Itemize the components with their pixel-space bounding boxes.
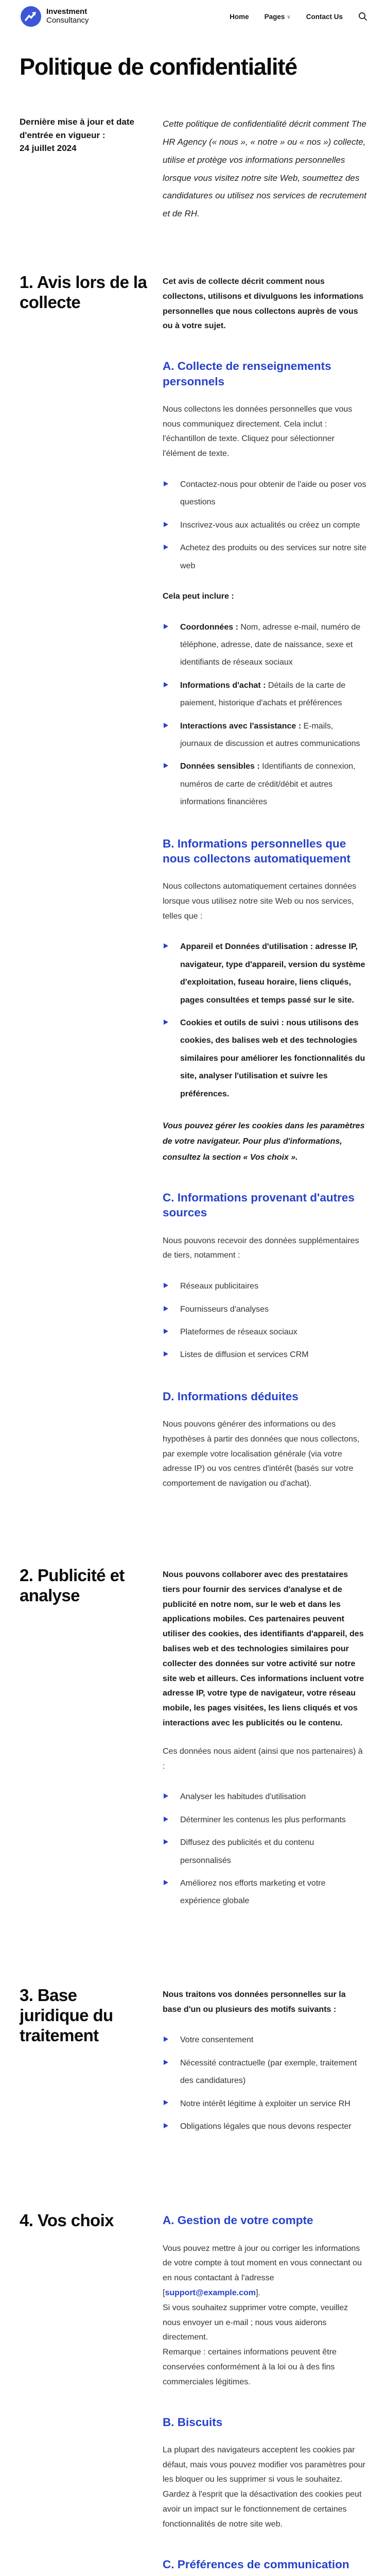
brand-bottom-text: Consultancy bbox=[46, 16, 89, 25]
bullet-item bbox=[163, 517, 366, 534]
bullet-text: Améliorez nos efforts marketing et votre expérience globale bbox=[180, 1878, 326, 1906]
section-left bbox=[20, 1986, 148, 2150]
bullet-triangle-icon bbox=[164, 943, 168, 948]
bullet-list bbox=[163, 476, 366, 575]
brand-name bbox=[46, 8, 89, 25]
bullet-triangle-icon bbox=[164, 763, 168, 768]
bullet-triangle-icon bbox=[164, 1817, 168, 1822]
nav-item-contact-label: Contact Us bbox=[306, 12, 343, 21]
bullet-item bbox=[163, 1278, 366, 1295]
bullet-item bbox=[163, 1301, 366, 1318]
bullet-list bbox=[163, 1788, 366, 1910]
paragraph-bold: Cela peut inclure : bbox=[163, 591, 234, 601]
paragraph-bold: Cet avis de collecte décrit comment nous collectons, utilisons et divulguons les informations personnelles que nous collectons auprès de vous ou à votre sujet. bbox=[163, 277, 364, 331]
section-title: 1. Avis lors de la collecte bbox=[20, 273, 147, 312]
section-content bbox=[163, 1566, 366, 1925]
bullet-triangle-icon bbox=[164, 1793, 168, 1799]
nav-item-home-label: Home bbox=[230, 12, 249, 21]
bullet-item bbox=[163, 1875, 366, 1910]
bullet-item bbox=[163, 677, 366, 713]
bullet-list bbox=[163, 619, 366, 811]
page-title: Politique de confidentialité bbox=[20, 54, 297, 80]
policy-section bbox=[0, 273, 386, 1505]
bullet-triangle-icon bbox=[164, 1306, 168, 1311]
bullet-item bbox=[163, 758, 366, 811]
bullet-item bbox=[163, 1834, 366, 1870]
subsection-heading: C. Préférences de communication bbox=[163, 2557, 349, 2571]
brand-logo-link[interactable] bbox=[21, 6, 89, 27]
bullet-triangle-icon bbox=[164, 682, 168, 687]
bullet-text: Contactez-nous pour obtenir de l'aide ou poser vos questions bbox=[180, 480, 366, 507]
bullet-text: Inscrivez-vous aux actualités ou créez un compte bbox=[180, 520, 360, 530]
bullet-item bbox=[163, 2118, 366, 2136]
bullet-triangle-icon bbox=[164, 2100, 168, 2105]
bullet-triangle-icon bbox=[164, 2060, 168, 2065]
search-icon[interactable] bbox=[358, 12, 367, 21]
intro-row bbox=[0, 115, 386, 223]
paragraph-bold: Nous traitons vos données personnelles sur la base d'un ou plusieurs des motifs suivants : bbox=[163, 1990, 346, 2014]
bullet-text: Cookies et outils de suivi : nous utilisons des cookies, des balises web et des technologies similaires pour améliorer les fonctionnalités du site, analyser l'utilisation et suivre les préférences. bbox=[180, 1019, 365, 1098]
bullet-text: Achetez des produits ou des services sur notre site web bbox=[180, 544, 366, 570]
bullet-item bbox=[163, 2055, 366, 2090]
bullet-item bbox=[163, 476, 366, 512]
subsection-heading: A. Collecte de renseignements personnels bbox=[163, 360, 331, 388]
bullet-triangle-icon bbox=[164, 1351, 168, 1357]
brand-top-text: Investment bbox=[46, 7, 87, 16]
nav-item-home[interactable] bbox=[230, 13, 249, 21]
policy-section bbox=[0, 1986, 386, 2150]
section-content bbox=[163, 1986, 366, 2150]
paragraph: Nous pouvons recevoir des données supplémentaires de tiers, notamment : bbox=[163, 1236, 359, 1260]
bullet-text: Obligations légales que nous devons respecter bbox=[180, 2122, 352, 2131]
last-updated bbox=[20, 115, 148, 223]
bullet-triangle-icon bbox=[164, 1020, 168, 1025]
bullet-item bbox=[163, 1788, 366, 1806]
bullet-triangle-icon bbox=[164, 545, 168, 550]
bullet-triangle-icon bbox=[164, 1329, 168, 1334]
bullet-item bbox=[163, 718, 366, 753]
bullet-triangle-icon bbox=[164, 723, 168, 728]
site-header bbox=[0, 0, 386, 32]
bullet-text: Appareil et Données d'utilisation : adresse IP, navigateur, type d'appareil, version du système d'exploitation, fuseau horaire, liens cliqués, pages consultées et temps passé sur le site. bbox=[180, 942, 365, 1005]
bullet-item bbox=[163, 1346, 366, 1364]
bullet-triangle-icon bbox=[164, 2123, 168, 2128]
brand-logo-icon bbox=[21, 6, 41, 27]
bullet-item bbox=[163, 2031, 366, 2049]
bullet-text: Réseaux publicitaires bbox=[180, 1282, 259, 1291]
paragraph: Ces données nous aident (ainsi que nos partenaires) à : bbox=[163, 1747, 363, 1771]
paragraph: Nous collectons les données personnelles que vous nous communiquez directement. Cela inclut : l'échantillon de texte. Cliquez pour sélectionner l'élément de texte. bbox=[163, 404, 353, 459]
bullet-list bbox=[163, 2031, 366, 2136]
bullet-text: Interactions avec l'assistance : E-mails, journaux de discussion et autres communications bbox=[180, 721, 360, 749]
last-updated-label: Dernière mise à jour et date d'entrée en vigueur : bbox=[20, 117, 134, 140]
bullet-text: Informations d'achat : Détails de la carte de paiement, historique d'achats et préférences bbox=[180, 681, 346, 708]
bullet-text: Diffusez des publicités et du contenu personnalisés bbox=[180, 1838, 314, 1865]
bullet-text: Coordonnées : Nom, adresse e-mail, numéro de téléphone, adresse, date de naissance, sexe et identifiants de réseaux sociaux bbox=[180, 622, 361, 667]
bullet-triangle-icon bbox=[164, 1283, 168, 1288]
section-content bbox=[163, 273, 366, 1505]
nav-item-contact-us[interactable] bbox=[306, 13, 343, 21]
section-title: 4. Vos choix bbox=[20, 2211, 114, 2230]
bullet-item bbox=[163, 1324, 366, 1341]
policy-section bbox=[0, 2211, 386, 2576]
bullet-text: Plateformes de réseaux sociaux bbox=[180, 1328, 297, 1337]
bullet-triangle-icon bbox=[164, 1880, 168, 1885]
bullet-item bbox=[163, 1811, 366, 1829]
bullet-item bbox=[163, 938, 366, 1009]
section-content bbox=[163, 2211, 366, 2576]
inline-link[interactable]: support@example.com bbox=[165, 2288, 256, 2297]
intro-lead: Cette politique de confidentialité décrit comment The HR Agency (« nous », « notre » ou « nos ») collecte, utilise et protège vos informations personnelles lorsque vous visitez notre site Web, soumettez des candidatures ou utilisez nos services de recrutement et de RH. bbox=[163, 119, 366, 219]
bullet-item bbox=[163, 1014, 366, 1103]
bullet-text: Listes de diffusion et services CRM bbox=[180, 1350, 309, 1360]
paragraph: Nous collectons automatiquement certaines données lorsque vous utilisez notre site Web ou nos services, telles que : bbox=[163, 882, 357, 921]
policy-section bbox=[0, 1566, 386, 1925]
section-title: 3. Base juridique du traitement bbox=[20, 1985, 113, 2045]
section-left bbox=[20, 273, 148, 1505]
bullet-item bbox=[163, 539, 366, 575]
section-left bbox=[20, 1566, 148, 1925]
subsection-heading: B. Informations personnelles que nous collectons automatiquement bbox=[163, 837, 351, 865]
bullet-triangle-icon bbox=[164, 2037, 168, 2042]
bullet-text: Fournisseurs d'analyses bbox=[180, 1304, 269, 1314]
paragraph: Nous pouvons générer des informations ou des hypothèses à partir des données que nous collectons, par exemple votre localisation générale (via votre adresse IP) ou vos centres d'intérêt (basés sur votre comportement de navigation ou d'achat). bbox=[163, 1420, 360, 1488]
section-left bbox=[20, 2211, 148, 2576]
paragraph: Vous pouvez mettre à jour ou corriger les informations de votre compte à tout moment en vous connectant ou en nous contactant à l'adresse [support@example.com]. Si vous souhaitez supprimer votre compte, veuillez nous envoyer un e-mail ; nous vous aiderons directement. Remarque : certaines informations peuvent être conservées conformément à la loi ou à des fins commerciales légitimes. bbox=[163, 2244, 362, 2386]
bullet-text: Données sensibles : Identifiants de connexion, numéros de carte de crédit/débit et autres informations financières bbox=[180, 762, 356, 807]
subsection-heading: D. Informations déduites bbox=[163, 1389, 299, 1403]
bullet-text: Notre intérêt légitime à exploiter un service RH bbox=[180, 2099, 350, 2108]
chevron-down-icon: ∨ bbox=[287, 14, 291, 20]
bullet-list bbox=[163, 938, 366, 1103]
bullet-item bbox=[163, 2095, 366, 2113]
paragraph-bold: Nous pouvons collaborer avec des prestataires tiers pour fournir des services d'analyse et de publicité en notre nom, sur le web et dans les applications mobiles. Ces partenaires peuvent utiliser des cookies, des identifiants d'appareil, des balises web et des technologies similaires pour collecter des données sur votre activité sur notre site web et ailleurs. Ces informations incluent votre adresse IP, votre type de navigateur, votre réseau mobile, les pages visitées, les liens cliqués et vos interactions avec les publicités ou le contenu. bbox=[163, 1570, 364, 1728]
last-updated-date: 24 juillet 2024 bbox=[20, 143, 77, 153]
section-title: 2. Publicité et analyse bbox=[20, 1566, 125, 1605]
subsection-heading: C. Informations provenant d'autres sources bbox=[163, 1191, 355, 1219]
subsection-heading: A. Gestion de votre compte bbox=[163, 2214, 313, 2227]
bullet-triangle-icon bbox=[164, 1839, 168, 1844]
bullet-triangle-icon bbox=[164, 481, 168, 486]
bullet-item bbox=[163, 619, 366, 672]
bullet-triangle-icon bbox=[164, 624, 168, 629]
sections bbox=[0, 273, 386, 2576]
bullet-triangle-icon bbox=[164, 522, 168, 527]
bullet-list bbox=[163, 1278, 366, 1364]
bullet-text: Analyser les habitudes d'utilisation bbox=[180, 1792, 306, 1802]
subsection-heading: B. Biscuits bbox=[163, 2415, 223, 2429]
paragraph-italic: Vous pouvez gérer les cookies dans les paramètres de votre navigateur. Pour plus d'informations, consultez la section « Vos choix ». bbox=[163, 1122, 365, 1162]
main-nav bbox=[230, 12, 367, 21]
bullet-text: Déterminer les contenus les plus performants bbox=[180, 1815, 346, 1824]
nav-item-pages[interactable] bbox=[265, 13, 291, 21]
bullet-text: Nécessité contractuelle (par exemple, traitement des candidatures) bbox=[180, 2058, 357, 2086]
paragraph: La plupart des navigateurs acceptent les cookies par défaut, mais vous pouvez modifier vos paramètres pour les bloquer ou les supprimer si vous le souhaitez. Gardez à l'esprit que la désactivation des cookies peut avoir un impact sur le fonctionnement de certaines fonctionnalités de notre site web. bbox=[163, 2445, 365, 2529]
bullet-text: Votre consentement bbox=[180, 2036, 254, 2045]
nav-item-pages-label: Pages bbox=[264, 12, 285, 21]
